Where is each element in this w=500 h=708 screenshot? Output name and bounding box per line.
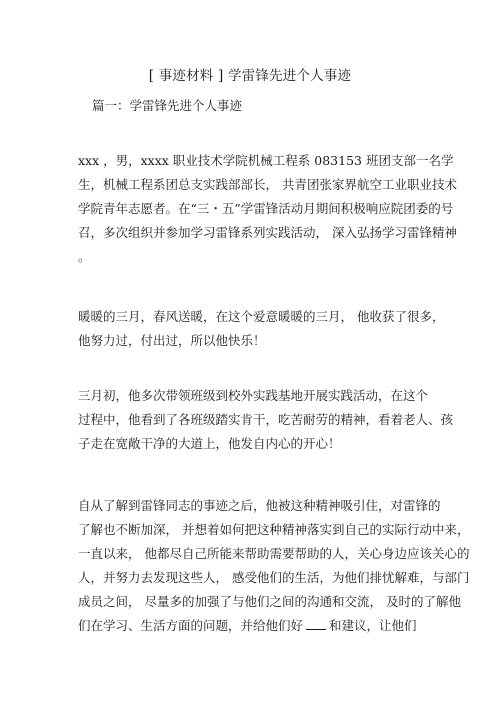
paragraph-line: 召，多次组织并参加学习雷锋系列实践活动， 深入弘扬学习雷锋精神: [78, 225, 457, 240]
paragraph-line: 一直以来， 他都尽自己所能来帮助需要帮助的人，关心身边应该关心的: [78, 546, 470, 561]
paragraph-4: [78, 494, 470, 638]
paragraph-line: 。: [78, 249, 91, 264]
paragraph-line: 三月初，他多次带领班级到校外实践基地开展实践活动，在这个: [78, 388, 429, 403]
document-subtitle: 篇一：学雷锋先进个人事迹: [92, 98, 243, 113]
paragraph-line: 过程中，他看到了各班级踏实肯干，吃苦耐劳的精神，看着老人、孩: [78, 412, 454, 427]
paragraph-line: 自从了解到雷锋同志的事迹之后，他被这种精神吸引住，对雷锋的: [78, 498, 441, 513]
fill-in-blank: [306, 617, 326, 630]
paragraph-3: [78, 384, 454, 456]
document-title: [ 事迹材料 ] 学雷锋先进个人事迹: [148, 68, 352, 84]
paragraph-line-with-blank: [78, 614, 430, 638]
line-text-before-blank: 们在学习、生活方面的问题，并给他们好: [78, 618, 304, 633]
paragraph-line: 暖暖的三月，春风送暖，在这个爱意暖暖的三月， 他收获了很多，: [78, 309, 445, 324]
paragraph-line: 学院青年志愿者。在“三・五”学雷锋活动月期间积极响应院团委的号: [78, 201, 454, 216]
paragraph-1: [78, 149, 457, 269]
paragraph-line: 他努力过，付出过，所以他快乐！: [78, 333, 266, 348]
paragraph-2: [78, 305, 445, 353]
paragraph-line: xxx ，男，xxxx 职业技术学院机械工程系 083153 班团支部一名学: [78, 153, 454, 168]
line-text-after-blank: 和建议，让他们: [329, 618, 417, 633]
paragraph-line: 生，机械工程系团总支实践部部长， 共青团张家界航空工业职业技术: [78, 177, 457, 192]
paragraph-line: 人，并努力去发现这些人， 感受他们的生活，为他们排忧解难，与部门: [78, 570, 470, 585]
paragraph-line: 成员之间， 尽量多的加强了与他们之间的沟通和交流， 及时的了解他: [78, 594, 461, 609]
paragraph-line: 子走在宽敞干净的大道上，他发自内心的开心！: [78, 436, 341, 451]
paragraph-line: 了解也不断加深， 并想着如何把这种精神落实到自己的实际行动中来，: [78, 522, 470, 537]
